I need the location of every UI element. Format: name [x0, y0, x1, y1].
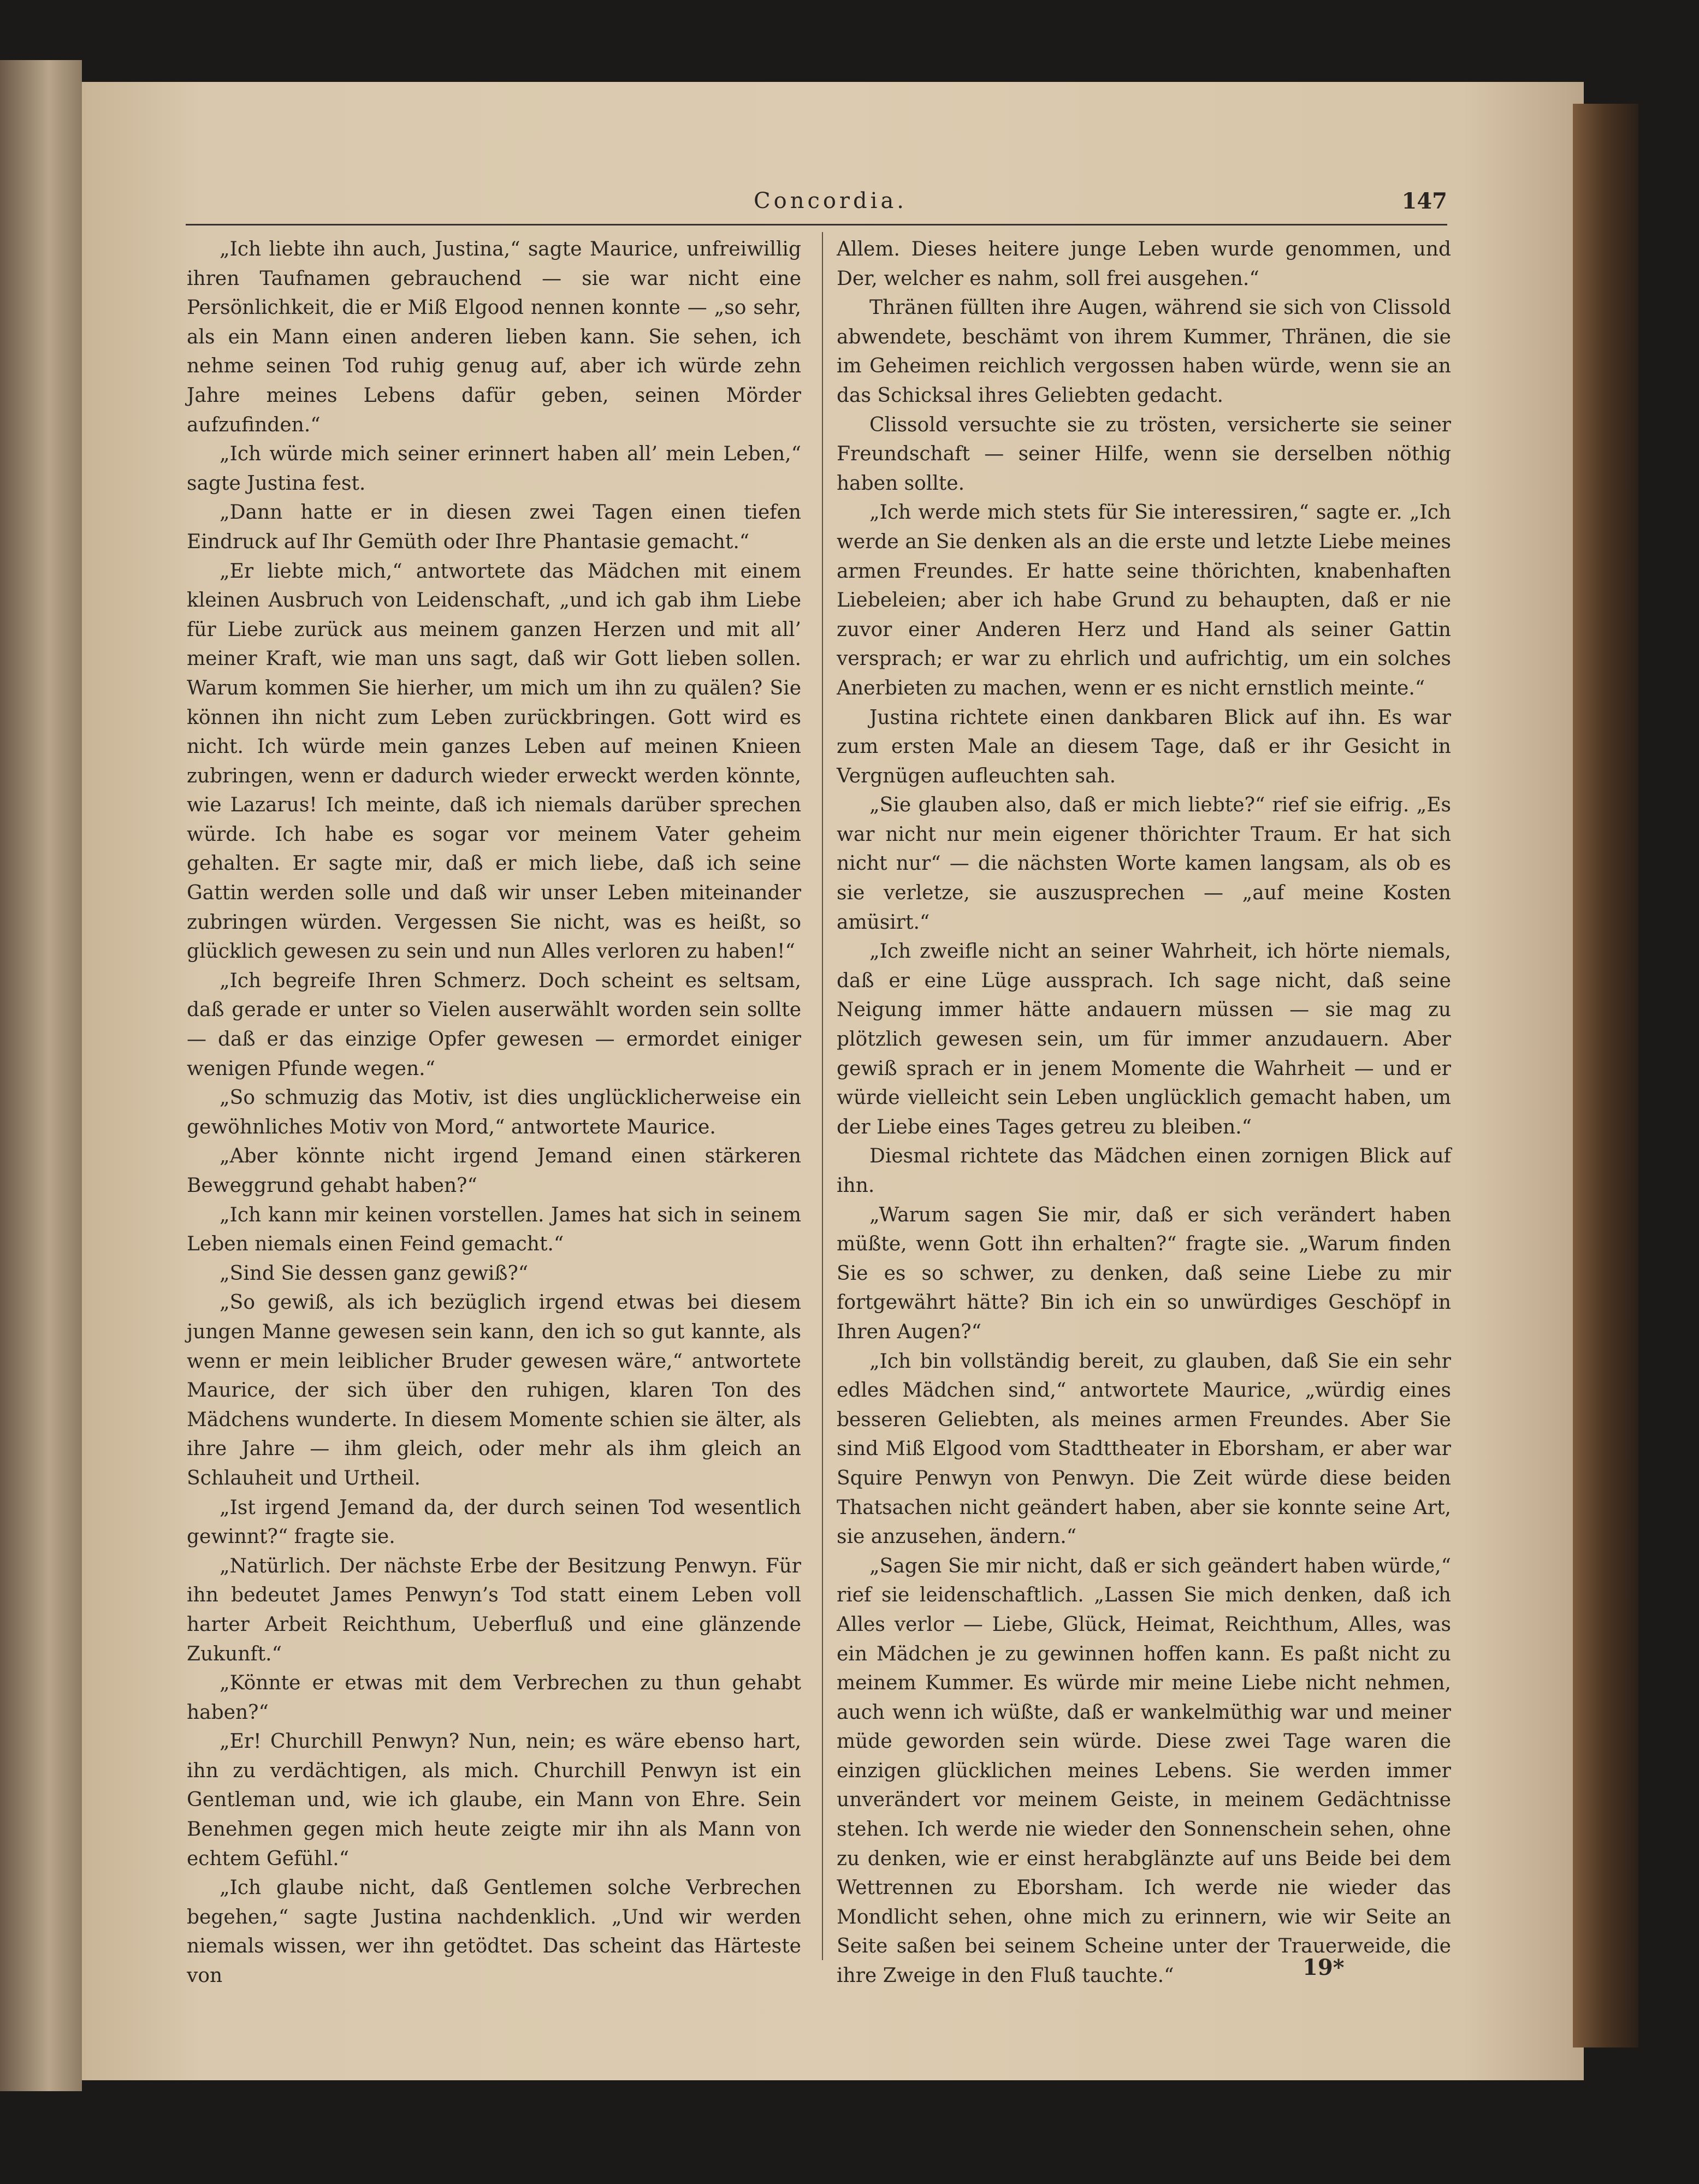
paragraph: „So gewiß, als ich bezüglich irgend etwas bei diesem jungen Manne gewesen sein kann, den ich so gut kannte, als wenn er mein leiblicher Bruder gewesen wäre,“ antwortete Maurice, der sich über den ruhigen, klaren Ton des Mädchens wunderte. In diesem Momente schien sie älter, als ihre Jahre — ihm gleich, oder mehr als ihm gleich an Schlauheit und Urtheil. — [187, 1291, 801, 1489]
paragraph: Clissold versuchte sie zu trösten, versicherte sie seiner Freundschaft — seiner Hilfe, wenn sie derselben nöthig haben sollte. — [837, 413, 1451, 495]
paragraph: „Ich glaube nicht, daß Gentlemen solche Verbrechen begehen,“ sagte Justina nachdenklich. „Und wir werden niemals wissen, wer ihn getödtet. Das scheint das Härteste von — [187, 1877, 801, 1987]
paragraph: Justina richtete einen dankbaren Blick auf ihn. Es war zum ersten Male an diesem Tage, daß er ihr Gesicht in Vergnügen aufleuchten sah. — [837, 706, 1451, 787]
paragraph: „Ich würde mich seiner erinnert haben all’ mein Leben,“ sagte Justina fest. — [187, 443, 801, 495]
paragraph: „Er! Churchill Penwyn? Nun, nein; es wäre ebenso hart, ihn zu verdächtigen, als mich. Churchill Penwyn ist ein Gentleman und, wie ich glaube, ein Mann von Ehre. Sein Benehmen gegen mich heute zeigte mir ihn als Mann von echtem Gefühl.“ — [187, 1730, 801, 1870]
paragraph: „Ich zweifle nicht an seiner Wahrheit, ich hörte niemals, daß er eine Lüge aussprach. Ich sage nicht, daß seine Neigung immer hätte andauern müssen — sie mag zu plötzlich gewesen sein, um für immer anzudauern. Aber gewiß sprach er in jenem Momente die Wahrheit — und er würde vielleicht sein Leben unglücklich gemacht haben, um der Liebe eines Tages getreu zu bleiben.“ — [837, 940, 1451, 1138]
paragraph: „Sie glauben also, daß er mich liebte?“ rief sie eifrig. „Es war nicht nur mein eigener thörichter Traum. Er hat sich nicht nur“ — die nächsten Worte kamen langsam, als ob es sie verletze, sie auszusprechen — „auf meine Kosten amüsirt.“ — [837, 794, 1451, 934]
paragraph: „Natürlich. Der nächste Erbe der Besitzung Penwyn. Für ihn bedeutet James Penwyn’s Tod statt einem Leben voll harter Arbeit Reichthum, Ueberfluß und eine glänzende Zukunft.“ — [187, 1554, 801, 1665]
signature-mark: 19* — [1303, 1955, 1345, 1980]
paragraph: „Könnte er etwas mit dem Verbrechen zu thun gehabt haben?“ — [187, 1672, 801, 1724]
paragraph: „Ich bin vollständig bereit, zu glauben, daß Sie ein sehr edles Mädchen sind,“ antwortete Maurice, „würdig eines besseren Geliebten, als meines armen Freundes. Aber Sie sind Miß Elgood vom Stadttheater in Eborsham, er aber war Squire Penwyn von Penwyn. Die Zeit würde diese beiden Thatsachen nicht geändert haben, aber sie konnte seine Art, sie anzusehen, ändern.“ — [837, 1350, 1451, 1548]
paragraph: „Er liebte mich,“ antwortete das Mädchen mit einem kleinen Ausbruch von Leidenschaft, „und ich gab ihm Liebe für Liebe zurück aus meinem ganzen Herzen und mit all’ meiner Kraft, wie man uns sagt, daß wir Gott lieben sollen. Warum kommen Sie hierher, um mich um ihn zu quälen? Sie können ihn nicht zum Leben zurückbringen. Gott wird es nicht. Ich würde mein ganzes Leben auf meinen Knieen zubringen, wenn er dadurch wieder erweckt werden könnte, wie Lazarus! Ich meinte, daß ich niemals darüber sprechen würde. Ich habe es sogar vor meinem Vater geheim gehalten. Er sagte mir, daß er mich liebe, daß ich seine Gattin werden solle und daß wir unser Leben miteinander zubringen würden. Vergessen Sie nicht, was es heißt, so glücklich gewesen zu sein und nun Alles verloren zu haben!“ — [187, 560, 801, 963]
paragraph: „Ich begreife Ihren Schmerz. Doch scheint es seltsam, daß gerade er unter so Vielen auserwählt worden sein sollte — daß er das einzige Opfer gewesen — ermordet einiger wenigen Pfunde wegen.“ — [187, 969, 801, 1080]
paragraph: Diesmal richtete das Mädchen einen zornigen Blick auf ihn. — [837, 1145, 1451, 1197]
page-header — [186, 188, 1447, 221]
paragraph: Thränen füllten ihre Augen, während sie sich von Clissold abwendete, beschämt von ihrem Kummer, Thränen, die sie im Geheimen reichlich vergossen haben würde, wenn sie an das Schicksal ihres Geliebten gedacht. — [837, 296, 1451, 407]
paragraph: „Aber könnte nicht irgend Jemand einen stärkeren Beweggrund gehabt haben?“ — [187, 1145, 801, 1197]
right-column — [837, 235, 1451, 1991]
paragraph: „Sagen Sie mir nicht, daß er sich geändert haben würde,“ rief sie leidenschaftlich. „Lassen Sie mich denken, daß ich Alles verlor — Liebe, Glück, Heimat, Reichthum, Alles, was ein Mädchen je zu gewinnen hoffen kann. Es paßt nicht zu meinem Kummer. Es würde mir meine Liebe nicht nehmen, auch wenn ich wüßte, daß er wankelmüthig war und meiner müde geworden sein würde. Diese zwei Tage waren die einzigen glücklichen meines Lebens. Sie werden immer unverändert vor meinem Geiste, in meinem Gedächtnisse stehen. Ich werde nie wieder den Sonnenschein sehen, ohne zu denken, wie er einst herabglänzte auf uns Beide bei dem Wettrennen zu Eborsham. Ich werde nie wieder das Mondlicht sehen, ohne mich zu erinnern, wie wir Seite an Seite saßen bei seinem Scheine unter der Trauerweide, die ihre Zweige in den Fluß tauchte.“ — [837, 1554, 1451, 1987]
paragraph: „Ich liebte ihn auch, Justina,“ sagte Maurice, unfreiwillig ihren Taufnamen gebrauchend — sie war nicht eine Persönlichkeit, die er Miß Elgood nennen konnte — „so sehr, als ein Mann einen anderen lieben kann. Sie sehen, ich nehme seinen Tod ruhig genug auf, aber ich würde zehn Jahre meines Lebens dafür geben, seinen Mörder aufzufinden.“ — [187, 238, 801, 436]
paragraph: „Ich kann mir keinen vorstellen. James hat sich in seinem Leben niemals einen Feind gemacht.“ — [187, 1203, 801, 1256]
paragraph: „Ich werde mich stets für Sie interessiren,“ sagte er. „Ich werde an Sie denken als an die erste und letzte Liebe meines armen Freundes. Er hatte seine thörichten, knabenhaften Liebeleien; aber ich habe Grund zu behaupten, daß er nie zuvor einer Anderen Herz und Hand als seiner Gattin versprach; er war zu ehrlich und aufrichtig, um ein solches Anerbieten zu machen, wenn er es nicht ernstlich meinte.“ — [837, 501, 1451, 699]
left-column — [187, 235, 801, 1991]
paragraph: „Sind Sie dessen ganz gewiß?“ — [220, 1262, 529, 1285]
header-rule — [186, 224, 1447, 225]
book-spine — [1573, 104, 1638, 2048]
running-title: Concordia. — [754, 188, 908, 213]
paragraph: „Ist irgend Jemand da, der durch seinen Tod wesentlich gewinnt?“ fragte sie. — [187, 1496, 801, 1548]
paragraph: Allem. Dieses heitere junge Leben wurde genommen, und Der, welcher es nahm, soll frei ausgehen.“ — [837, 238, 1451, 290]
page-number: 147 — [1401, 188, 1447, 214]
paragraph: „Dann hatte er in diesen zwei Tagen einen tiefen Eindruck auf Ihr Gemüth oder Ihre Phantasie gemacht.“ — [187, 501, 801, 553]
facing-page-edge — [0, 60, 82, 2091]
column-divider — [822, 232, 823, 1960]
paragraph: „Warum sagen Sie mir, daß er sich verändert haben müßte, wenn Gott ihn erhalten?“ fragte sie. „Warum finden Sie es so schwer, zu denken, daß seine Liebe zu mir fortgewährt hätte? Bin ich ein so unwürdiges Geschöpf in Ihren Augen?“ — [837, 1203, 1451, 1343]
paragraph: „So schmuzig das Motiv, ist dies unglücklicherweise ein gewöhnliches Motiv von Mord,“ antwortete Maurice. — [187, 1087, 801, 1138]
